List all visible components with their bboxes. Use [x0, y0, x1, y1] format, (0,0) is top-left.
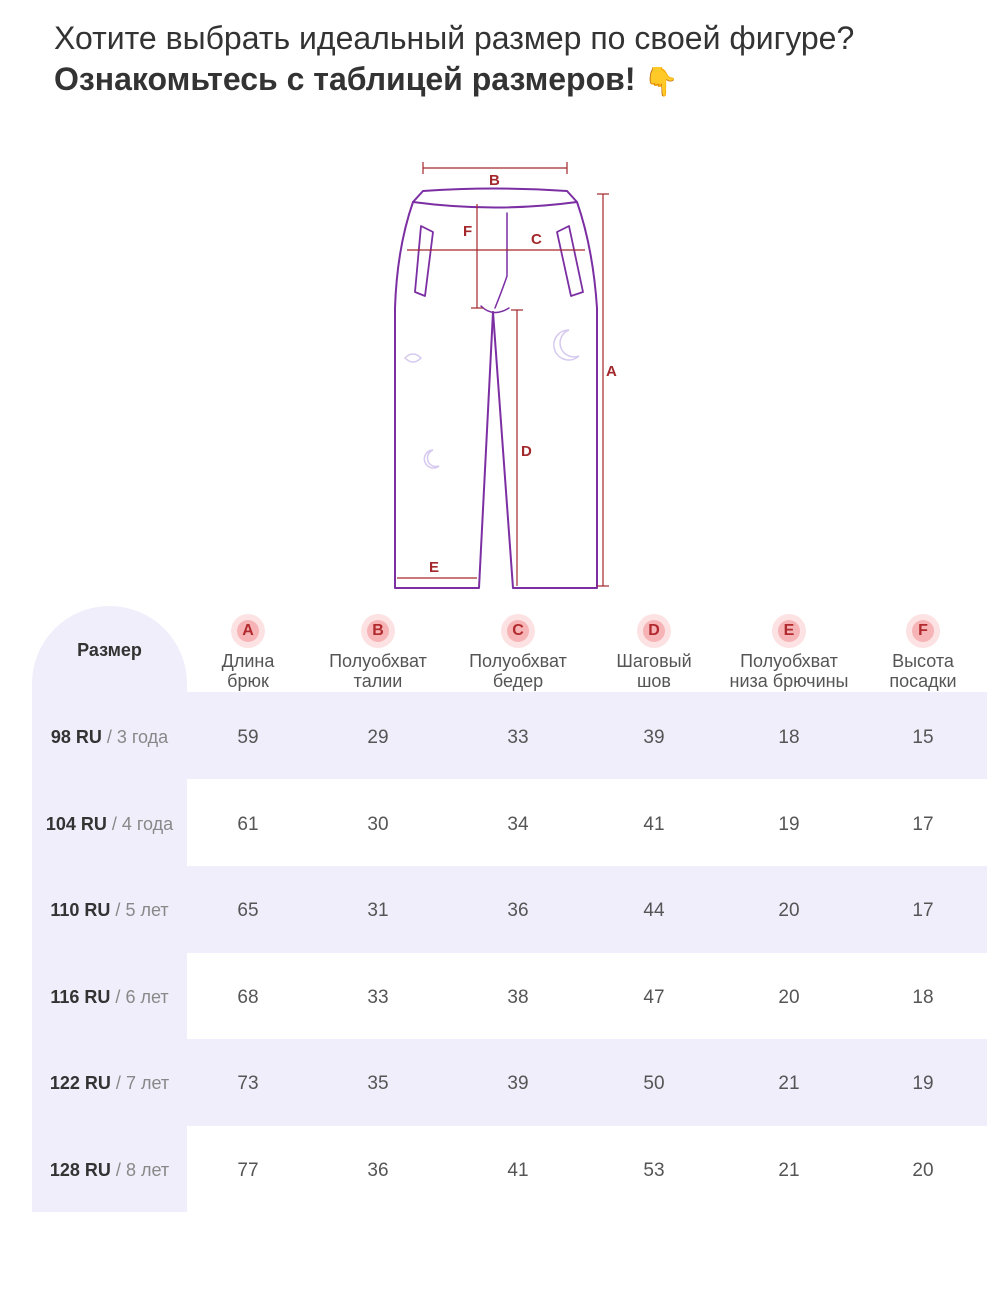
- column-badge: [231, 614, 265, 648]
- table-cell-f: 15: [912, 727, 934, 748]
- column-title-line1: Шаговый: [616, 651, 692, 671]
- table-cell-c: 36: [507, 900, 529, 921]
- table-cell-e: 19: [778, 814, 800, 835]
- dimension-f-label: F: [463, 223, 473, 240]
- column-header-a: [173, 614, 323, 691]
- row-size-age: 5 лет: [125, 900, 169, 920]
- row-size-label: [32, 954, 187, 1041]
- row-size-age: 8 лет: [125, 1160, 170, 1180]
- column-title: [303, 651, 453, 691]
- pointing-down-hand-icon: 👇: [643, 65, 679, 97]
- table-row: [32, 1040, 987, 1127]
- column-badge-letter: D: [643, 620, 665, 642]
- table-row: [32, 867, 987, 954]
- table-cell-e: 20: [778, 900, 800, 921]
- dimension-a-label: A: [606, 363, 617, 380]
- table-cell-f: 20: [912, 1160, 934, 1181]
- table-cell-b: 36: [367, 1160, 389, 1181]
- row-size-label: [32, 694, 187, 781]
- column-title-line1: Полуобхват: [329, 651, 427, 671]
- row-size-ru: 104 RU: [45, 814, 107, 834]
- table-cell-b: 30: [367, 814, 389, 835]
- column-title-line1: Полуобхват: [740, 651, 838, 671]
- column-badge: [772, 614, 806, 648]
- table-cell-e: 21: [778, 1073, 800, 1094]
- table-cell-a: 59: [237, 727, 259, 748]
- dimension-b-label: B: [489, 172, 500, 189]
- column-title-line2: талии: [353, 671, 403, 691]
- row-size-age: 4 года: [121, 814, 174, 834]
- row-size-ru: 110 RU: [50, 900, 111, 920]
- table-cell-f: 17: [912, 814, 934, 835]
- column-badge-letter: E: [778, 620, 800, 642]
- column-badge-letter: B: [367, 620, 389, 642]
- table-cell-d: 47: [643, 987, 665, 1008]
- row-size-ru: 128 RU: [49, 1160, 111, 1180]
- row-size-separator: /: [110, 900, 126, 920]
- column-badge: [361, 614, 395, 648]
- left-pocket: [415, 226, 433, 296]
- row-size-ru: 98 RU: [50, 727, 102, 747]
- table-cell-f: 19: [912, 1073, 934, 1094]
- table-row: [32, 694, 987, 781]
- table-cell-e: 21: [778, 1160, 800, 1181]
- column-header-f: [848, 614, 998, 691]
- pants-measurement-diagram: [385, 158, 625, 598]
- table-cell-e: 18: [778, 727, 800, 748]
- moon-print-small: [424, 450, 439, 468]
- table-cell-d: 53: [643, 1160, 665, 1181]
- heading-call-to-action: [54, 58, 974, 103]
- column-title-line2: шов: [636, 671, 671, 691]
- column-title-line2: бедер: [492, 671, 544, 691]
- table-cell-f: 18: [912, 987, 934, 1008]
- row-size-label: [32, 1127, 187, 1214]
- table-cell-b: 35: [367, 1073, 389, 1094]
- table-cell-c: 38: [507, 987, 529, 1008]
- row-size-ru: 122 RU: [49, 1073, 111, 1093]
- column-title-line1: Длина: [221, 651, 275, 671]
- page-heading: [54, 18, 974, 103]
- table-cell-a: 68: [237, 987, 259, 1008]
- table-row: [32, 1127, 987, 1214]
- dimension-d-label: D: [521, 443, 532, 460]
- table-cell-f: 17: [912, 900, 934, 921]
- table-cell-c: 34: [507, 814, 529, 835]
- column-badge: [501, 614, 535, 648]
- column-title: [443, 651, 593, 691]
- row-size-age: 7 лет: [125, 1073, 170, 1093]
- row-size-label: [32, 781, 187, 868]
- table-cell-b: 33: [367, 987, 389, 1008]
- column-badge-letter: C: [507, 620, 529, 642]
- column-header-b: [303, 614, 453, 691]
- column-badge-letter: F: [912, 620, 934, 642]
- pants-fly: [495, 213, 507, 308]
- pants-right-leg: [493, 202, 597, 588]
- column-title-line2: брюк: [227, 671, 269, 691]
- table-row: [32, 954, 987, 1041]
- table-cell-c: 33: [507, 727, 529, 748]
- column-title-line1: Полуобхват: [469, 651, 567, 671]
- column-header-e: [709, 614, 869, 691]
- row-size-label: [32, 867, 187, 954]
- column-header-c: [443, 614, 593, 691]
- moon-print-large: [554, 330, 579, 360]
- table-cell-d: 44: [643, 900, 665, 921]
- table-cell-a: 61: [237, 814, 259, 835]
- table-row: [32, 781, 987, 868]
- table-cell-d: 50: [643, 1073, 665, 1094]
- pants-waistband: [413, 189, 577, 208]
- table-cell-b: 29: [367, 727, 389, 748]
- row-size-separator: /: [110, 1160, 126, 1180]
- row-size-separator: /: [101, 727, 117, 747]
- row-size-age: 6 лет: [125, 987, 169, 1007]
- column-badge: [906, 614, 940, 648]
- column-title: [709, 651, 869, 691]
- cloud-print: [405, 354, 421, 362]
- size-column-header: Размер: [77, 640, 142, 660]
- column-title: [579, 651, 729, 691]
- heading-question: Хотите выбрать идеальный размер по своей фигуре?: [54, 20, 855, 56]
- table-cell-d: 41: [643, 814, 665, 835]
- column-badge: [637, 614, 671, 648]
- row-size-label: [32, 1040, 187, 1127]
- row-size-separator: /: [110, 987, 126, 1007]
- column-title-line2: посадки: [889, 671, 957, 691]
- column-badge-letter: A: [237, 620, 259, 642]
- dimension-c-label: C: [531, 231, 542, 248]
- row-size-age: 3 года: [116, 727, 169, 747]
- row-size-separator: /: [110, 1073, 126, 1093]
- table-cell-c: 41: [507, 1160, 529, 1181]
- row-size-separator: /: [106, 814, 122, 834]
- column-header-d: [579, 614, 729, 691]
- table-cell-a: 77: [237, 1160, 259, 1181]
- dimension-e-label: E: [429, 559, 440, 576]
- column-title-line2: низа брючины: [729, 671, 849, 691]
- row-size-ru: 116 RU: [50, 987, 111, 1007]
- column-title-line1: Высота: [892, 651, 954, 671]
- table-cell-d: 39: [643, 727, 665, 748]
- column-title: [848, 651, 998, 691]
- table-cell-e: 20: [778, 987, 800, 1008]
- heading-call-to-action-text: Ознакомьтесь с таблицей размеров!: [54, 61, 636, 97]
- pants-left-leg: [395, 202, 493, 588]
- table-cell-c: 39: [507, 1073, 529, 1094]
- right-pocket: [557, 226, 583, 296]
- table-cell-b: 31: [367, 900, 389, 921]
- table-cell-a: 73: [237, 1073, 259, 1094]
- table-cell-a: 65: [237, 900, 259, 921]
- column-title: [173, 651, 323, 691]
